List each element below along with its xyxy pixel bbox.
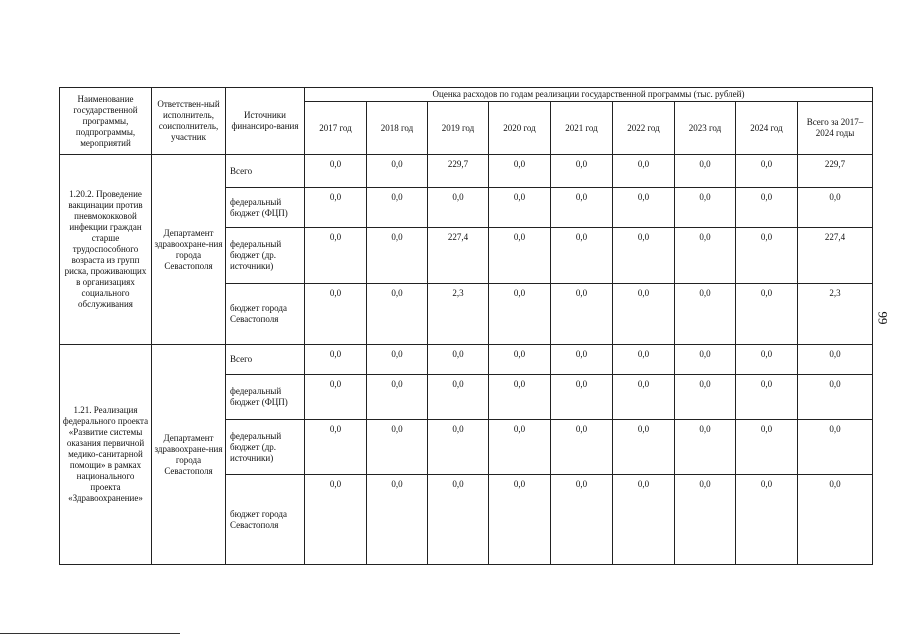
table-row (60, 155, 873, 188)
year-value: 0,0 (305, 155, 367, 188)
year-value: 0,0 (489, 284, 551, 345)
table-header (60, 88, 873, 155)
year-value: 0,0 (428, 188, 489, 228)
responsible-executor: Департамент здравоохране-ния города Севастополя (152, 155, 226, 345)
funding-source: федеральный бюджет (др. источники) (226, 228, 305, 284)
year-value: 0,0 (736, 345, 798, 375)
year-value: 0,0 (736, 475, 798, 565)
total-value: 2,3 (798, 284, 873, 345)
year-header: 2023 год (675, 102, 736, 155)
year-value: 0,0 (736, 420, 798, 475)
year-value: 0,0 (428, 420, 489, 475)
total-value: 0,0 (798, 420, 873, 475)
table-body (60, 155, 873, 565)
year-value: 0,0 (428, 375, 489, 420)
year-value: 0,0 (367, 375, 428, 420)
year-value: 0,0 (367, 475, 428, 565)
header-source: Источники финансиро-вания (226, 88, 305, 155)
funding-source: бюджет города Севастополя (226, 475, 305, 565)
header-responsible: Ответствен-ный исполнитель, соисполнитель, участник (152, 88, 226, 155)
year-value: 2,3 (428, 284, 489, 345)
year-value: 229,7 (428, 155, 489, 188)
budget-table (59, 87, 873, 565)
year-value: 0,0 (613, 155, 675, 188)
header-estimate: Оценка расходов по годам реализации государственной программы (тыс. рублей) (305, 88, 873, 102)
total-value: 229,7 (798, 155, 873, 188)
activity-name: 1.21. Реализация федерального проекта «Развитие системы оказания первичной медико-санитарной помощи» в рамках национального проекта «Здравоохранение» (60, 345, 152, 565)
year-value: 0,0 (305, 420, 367, 475)
year-value: 0,0 (367, 345, 428, 375)
year-value: 0,0 (489, 188, 551, 228)
year-value: 0,0 (675, 475, 736, 565)
year-value: 0,0 (551, 475, 613, 565)
total-value: 0,0 (798, 345, 873, 375)
year-value: 0,0 (367, 228, 428, 284)
header-name: Наименование государственной программы, подпрограммы, мероприятий (60, 88, 152, 155)
year-value: 0,0 (736, 155, 798, 188)
page-number: 99 (875, 311, 891, 325)
year-value: 0,0 (489, 228, 551, 284)
year-value: 0,0 (428, 475, 489, 565)
year-value: 0,0 (551, 284, 613, 345)
year-value: 0,0 (489, 375, 551, 420)
year-value: 0,0 (613, 420, 675, 475)
year-value: 227,4 (428, 228, 489, 284)
year-value: 0,0 (489, 475, 551, 565)
year-header: 2019 год (428, 102, 489, 155)
funding-source: Всего (226, 155, 305, 188)
activity-name: 1.20.2. Проведение вакцинации против пневмококковой инфекции граждан старше трудоспособного возраста из групп риска, проживающих в организациях социального обслуживания (60, 155, 152, 345)
year-value: 0,0 (736, 284, 798, 345)
year-value: 0,0 (675, 345, 736, 375)
year-value: 0,0 (613, 228, 675, 284)
funding-source: бюджет города Севастополя (226, 284, 305, 345)
total-value: 227,4 (798, 228, 873, 284)
year-value: 0,0 (551, 228, 613, 284)
year-value: 0,0 (367, 188, 428, 228)
year-value: 0,0 (613, 475, 675, 565)
funding-source: Всего (226, 345, 305, 375)
total-value: 0,0 (798, 188, 873, 228)
year-value: 0,0 (367, 284, 428, 345)
funding-source: федеральный бюджет (ФЦП) (226, 375, 305, 420)
year-value: 0,0 (736, 228, 798, 284)
year-header: 2021 год (551, 102, 613, 155)
year-value: 0,0 (613, 345, 675, 375)
year-value: 0,0 (675, 420, 736, 475)
year-header: 2018 год (367, 102, 428, 155)
year-value: 0,0 (613, 188, 675, 228)
total-value: 0,0 (798, 475, 873, 565)
year-value: 0,0 (736, 188, 798, 228)
responsible-executor: Департамент здравоохране-ния города Севастополя (152, 345, 226, 565)
total-header: Всего за 2017–2024 годы (798, 102, 873, 155)
year-header: 2024 год (736, 102, 798, 155)
year-value: 0,0 (367, 420, 428, 475)
year-value: 0,0 (367, 155, 428, 188)
year-value: 0,0 (551, 375, 613, 420)
year-value: 0,0 (736, 375, 798, 420)
year-value: 0,0 (675, 284, 736, 345)
year-value: 0,0 (305, 188, 367, 228)
year-value: 0,0 (489, 345, 551, 375)
year-value: 0,0 (613, 375, 675, 420)
funding-source: федеральный бюджет (др. источники) (226, 420, 305, 475)
year-value: 0,0 (675, 375, 736, 420)
year-value: 0,0 (675, 188, 736, 228)
year-value: 0,0 (551, 345, 613, 375)
year-header: 2017 год (305, 102, 367, 155)
year-value: 0,0 (675, 155, 736, 188)
year-header: 2020 год (489, 102, 551, 155)
year-value: 0,0 (613, 284, 675, 345)
year-value: 0,0 (305, 375, 367, 420)
footer-divider (0, 633, 180, 634)
year-value: 0,0 (305, 345, 367, 375)
year-value: 0,0 (551, 188, 613, 228)
year-value: 0,0 (489, 420, 551, 475)
year-value: 0,0 (305, 475, 367, 565)
total-value: 0,0 (798, 375, 873, 420)
year-value: 0,0 (489, 155, 551, 188)
year-header: 2022 год (613, 102, 675, 155)
funding-source: федеральный бюджет (ФЦП) (226, 188, 305, 228)
year-value: 0,0 (428, 345, 489, 375)
year-value: 0,0 (305, 228, 367, 284)
table-row (60, 345, 873, 375)
year-value: 0,0 (551, 420, 613, 475)
year-value: 0,0 (305, 284, 367, 345)
year-value: 0,0 (675, 228, 736, 284)
year-value: 0,0 (551, 155, 613, 188)
